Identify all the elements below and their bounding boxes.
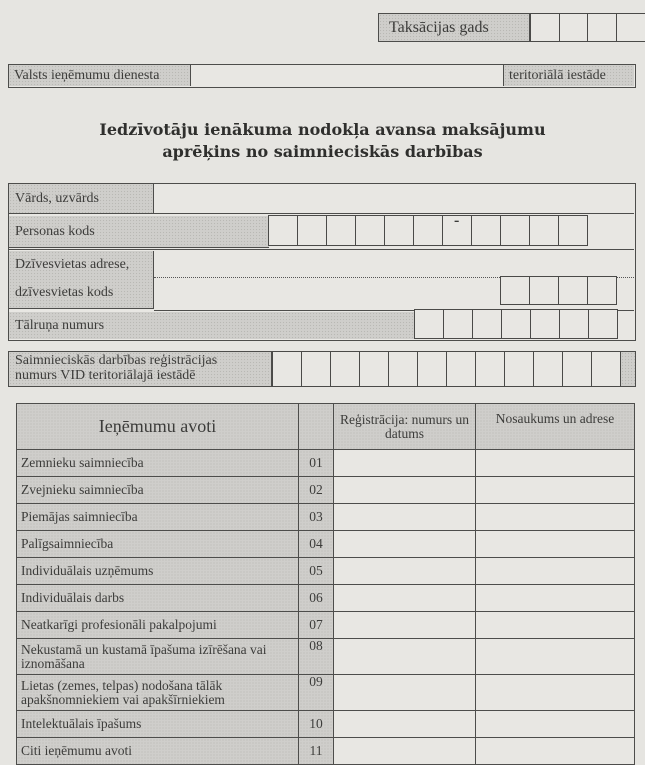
income-sources-table bbox=[16, 403, 635, 765]
registration-digit-box[interactable] bbox=[417, 351, 447, 387]
phone-digit-box[interactable] bbox=[443, 309, 473, 339]
address-label-1: Dzīvesvietas adrese, bbox=[15, 257, 129, 273]
registration-input[interactable] bbox=[334, 639, 476, 675]
registration-input[interactable] bbox=[334, 531, 476, 558]
registration-input[interactable] bbox=[334, 675, 476, 711]
tax-year-label: Taksācijas gads bbox=[389, 19, 489, 37]
income-source-code: 03 bbox=[299, 504, 334, 531]
residence-code-digit-box[interactable] bbox=[587, 276, 617, 305]
residence-code-digit-box[interactable] bbox=[529, 276, 559, 305]
col-header-registration: Reģistrācija: numurs un datums bbox=[334, 404, 476, 450]
registration-label-1: Saimnieciskās darbības reģistrācijas bbox=[15, 354, 217, 368]
personal-code-label-cell bbox=[9, 216, 269, 248]
col-header-source: Ieņēmumu avoti bbox=[17, 404, 299, 450]
registration-input[interactable] bbox=[334, 450, 476, 477]
address-input[interactable] bbox=[154, 251, 634, 278]
phone-digit-box[interactable] bbox=[530, 309, 560, 339]
income-source-label: Citi ieņēmumu avoti bbox=[17, 738, 299, 765]
registration-input[interactable] bbox=[334, 711, 476, 738]
income-source-code: 01 bbox=[299, 450, 334, 477]
address-label-2: dzīvesvietas kods bbox=[15, 285, 113, 301]
vid-label-cell bbox=[9, 65, 191, 86]
registration-digit-box[interactable] bbox=[359, 351, 389, 387]
phone-digit-box[interactable] bbox=[414, 309, 444, 339]
vid-office-input[interactable] bbox=[191, 65, 503, 86]
income-source-code: 07 bbox=[299, 612, 334, 639]
personal-code-digit-box[interactable] bbox=[326, 215, 356, 246]
name-address-input[interactable] bbox=[476, 531, 635, 558]
registration-digit-box[interactable] bbox=[591, 351, 621, 387]
income-source-code: 10 bbox=[299, 711, 334, 738]
registration-input[interactable] bbox=[334, 738, 476, 765]
page-title-line1: Iedzīvotāju ienākuma nodokļa avansa maksājumu bbox=[0, 120, 645, 139]
income-source-code: 08 bbox=[299, 639, 334, 675]
registration-end-cell bbox=[620, 351, 636, 387]
tax-year-digit-box[interactable] bbox=[559, 13, 589, 42]
vid-label: Valsts ieņēmumu dienesta bbox=[14, 68, 159, 84]
registration-digit-box[interactable] bbox=[446, 351, 476, 387]
registration-label-cell bbox=[8, 351, 272, 387]
residence-code-digit-box[interactable] bbox=[558, 276, 588, 305]
income-source-code: 06 bbox=[299, 585, 334, 612]
personal-code-digit-box[interactable] bbox=[384, 215, 414, 246]
phone-digit-box[interactable] bbox=[501, 309, 531, 339]
address-label-cell bbox=[9, 251, 154, 309]
name-address-input[interactable] bbox=[476, 450, 635, 477]
personal-code-digit-box[interactable] bbox=[268, 215, 298, 246]
table-row bbox=[17, 675, 635, 711]
income-source-label: Individuālais darbs bbox=[17, 585, 299, 612]
table-row bbox=[17, 531, 635, 558]
registration-input[interactable] bbox=[334, 558, 476, 585]
name-address-input[interactable] bbox=[476, 612, 635, 639]
personal-code-digit-box[interactable] bbox=[355, 215, 385, 246]
table-header-row bbox=[17, 404, 635, 450]
tax-year-digit-box[interactable] bbox=[530, 13, 560, 42]
registration-digit-box[interactable] bbox=[272, 351, 302, 387]
personal-code-digit-box[interactable] bbox=[297, 215, 327, 246]
phone-label: Tālruņa numurs bbox=[15, 318, 104, 334]
col-header-name-address: Nosaukums un adrese bbox=[476, 404, 635, 450]
registration-input[interactable] bbox=[334, 612, 476, 639]
territorial-label-cell bbox=[503, 65, 634, 86]
table-row bbox=[17, 639, 635, 675]
income-source-code: 11 bbox=[299, 738, 334, 765]
registration-digit-box[interactable] bbox=[475, 351, 505, 387]
income-source-label: Nekustamā un kustamā īpašuma izīrēšana vai iznomāšana bbox=[17, 639, 299, 675]
personal-code-digit-box[interactable] bbox=[529, 215, 559, 246]
table-row bbox=[17, 504, 635, 531]
table-row bbox=[17, 477, 635, 504]
page-title-line2: aprēķins no saimnieciskās darbības bbox=[0, 142, 645, 161]
income-source-label: Neatkarīgi profesionāli pakalpojumi bbox=[17, 612, 299, 639]
income-source-label: Zemnieku saimniecība bbox=[17, 450, 299, 477]
registration-input[interactable] bbox=[334, 504, 476, 531]
personal-code-digit-box[interactable] bbox=[413, 215, 443, 246]
name-address-input[interactable] bbox=[476, 738, 635, 765]
personal-code-separator: - bbox=[454, 212, 459, 230]
territorial-label: teritoriālā iestāde bbox=[509, 68, 606, 84]
table-row bbox=[17, 558, 635, 585]
income-source-code: 09 bbox=[299, 675, 334, 711]
income-source-label: Zvejnieku saimniecība bbox=[17, 477, 299, 504]
registration-digit-box[interactable] bbox=[330, 351, 360, 387]
registration-digit-box[interactable] bbox=[533, 351, 563, 387]
name-address-input[interactable] bbox=[476, 639, 635, 675]
name-address-input[interactable] bbox=[476, 711, 635, 738]
income-source-code: 05 bbox=[299, 558, 334, 585]
name-address-input[interactable] bbox=[476, 477, 635, 504]
income-source-code: 02 bbox=[299, 477, 334, 504]
income-source-label: Palīgsaimniecība bbox=[17, 531, 299, 558]
registration-digit-box[interactable] bbox=[504, 351, 534, 387]
name-address-input[interactable] bbox=[476, 585, 635, 612]
personal-code-digit-box[interactable] bbox=[500, 215, 530, 246]
table-row bbox=[17, 711, 635, 738]
name-address-input[interactable] bbox=[476, 675, 635, 711]
name-address-input[interactable] bbox=[476, 558, 635, 585]
registration-input[interactable] bbox=[334, 585, 476, 612]
table-row bbox=[17, 612, 635, 639]
registration-label-2: numurs VID teritoriālajā iestādē bbox=[15, 369, 196, 383]
table-row bbox=[17, 585, 635, 612]
residence-code-digit-box[interactable] bbox=[500, 276, 530, 305]
table-row bbox=[17, 450, 635, 477]
personal-code-label: Personas kods bbox=[15, 224, 95, 240]
col-header-code bbox=[299, 404, 334, 450]
personal-code-digit-box[interactable] bbox=[471, 215, 501, 246]
income-source-code: 04 bbox=[299, 531, 334, 558]
phone-label-cell bbox=[9, 312, 417, 339]
tax-year-digit-box[interactable] bbox=[587, 13, 617, 42]
income-source-label: Intelektuālais īpašums bbox=[17, 711, 299, 738]
personal-code-digit-box[interactable] bbox=[558, 215, 588, 246]
name-label: Vārds, uzvārds bbox=[15, 191, 99, 207]
table-row bbox=[17, 738, 635, 765]
income-source-label: Individuālais uzņēmums bbox=[17, 558, 299, 585]
tax-year-digit-box[interactable] bbox=[616, 13, 645, 42]
registration-digit-box[interactable] bbox=[562, 351, 592, 387]
registration-digit-box[interactable] bbox=[301, 351, 331, 387]
phone-digit-box[interactable] bbox=[588, 309, 618, 339]
income-source-label: Lietas (zemes, telpas) nodošana tālāk apakšnomniekiem vai apakšīrniekiem bbox=[17, 675, 299, 711]
phone-digit-box[interactable] bbox=[559, 309, 589, 339]
tax-year-label-cell bbox=[378, 13, 530, 42]
name-input[interactable] bbox=[154, 184, 634, 214]
name-address-input[interactable] bbox=[476, 504, 635, 531]
vid-row bbox=[8, 64, 636, 88]
registration-digit-box[interactable] bbox=[388, 351, 418, 387]
phone-digit-box[interactable] bbox=[472, 309, 502, 339]
income-source-label: Piemājas saimniecība bbox=[17, 504, 299, 531]
registration-input[interactable] bbox=[334, 477, 476, 504]
name-label-cell bbox=[9, 184, 154, 214]
